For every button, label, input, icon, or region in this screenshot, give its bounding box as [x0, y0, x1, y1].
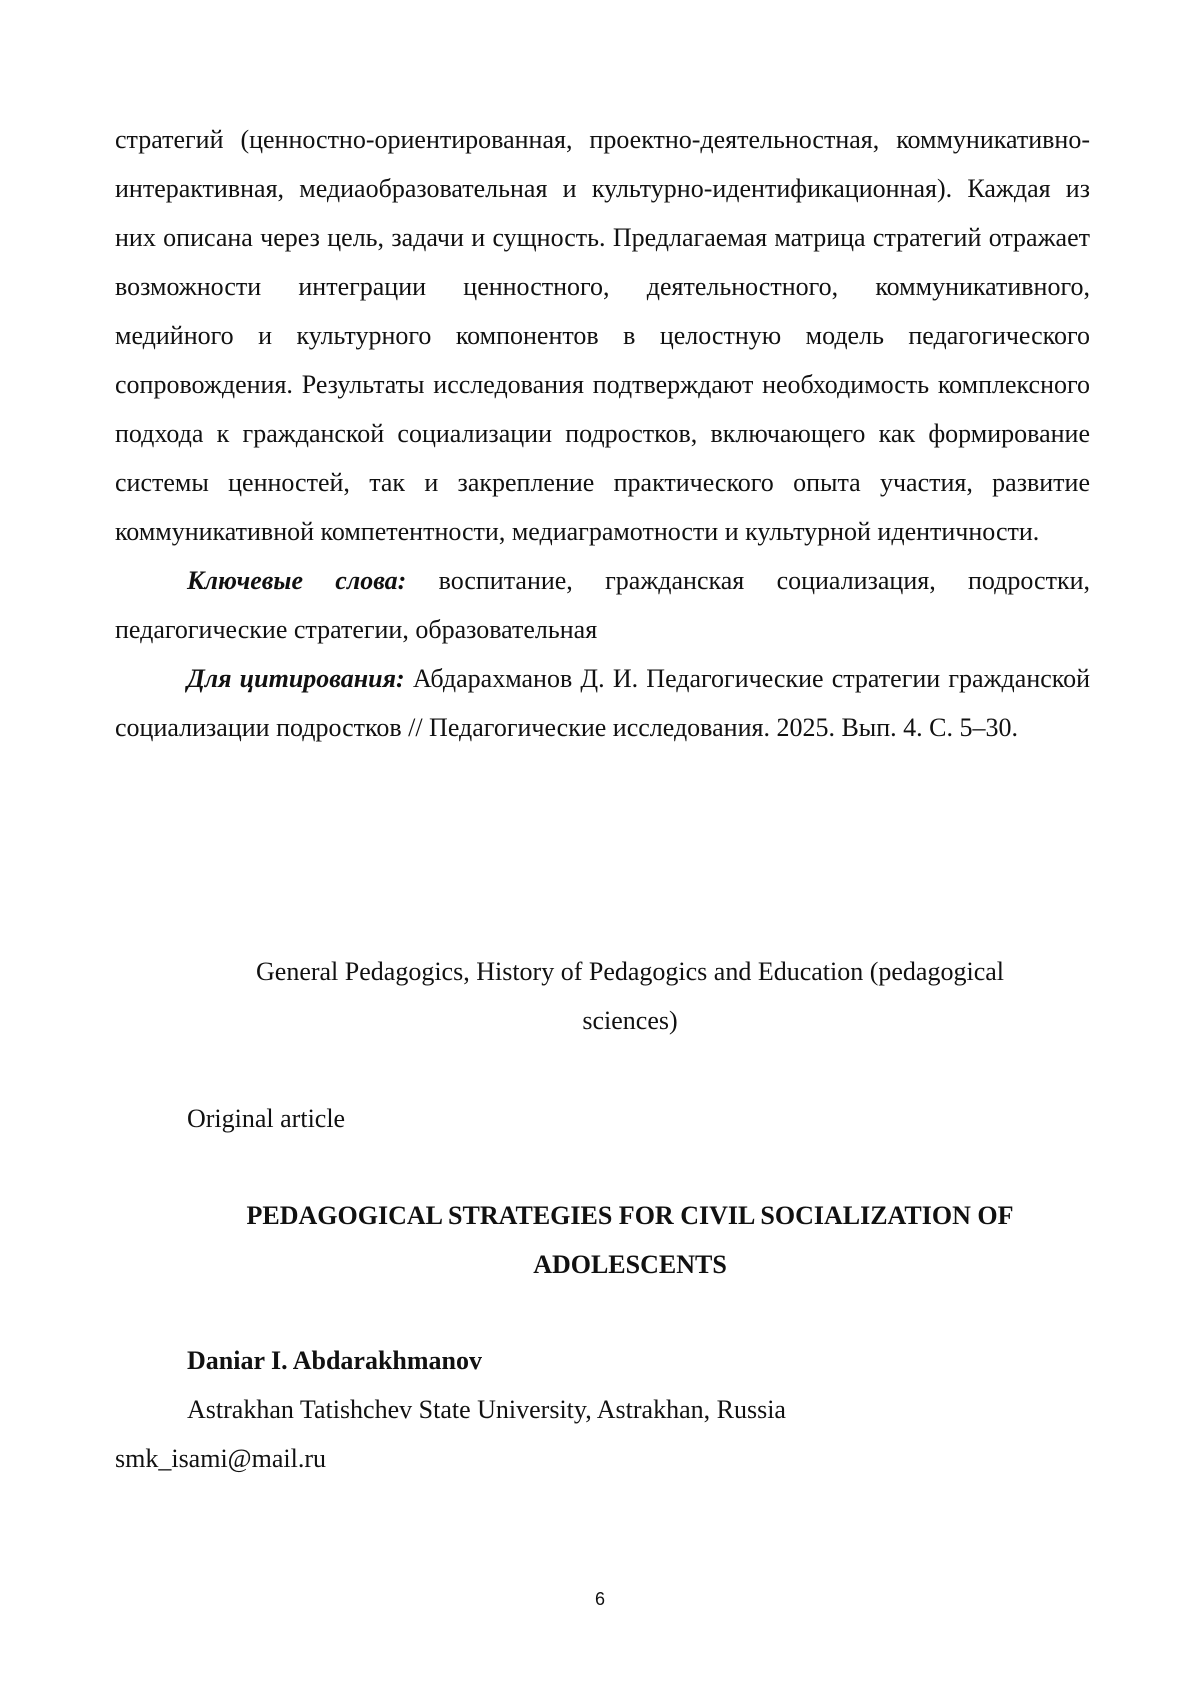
citation-paragraph: [115, 654, 1090, 752]
article-title: PEDAGOGICAL STRATEGIES FOR CIVIL SOCIALIZATION OF ADOLESCENTS: [246, 1201, 1014, 1279]
page-number: 6: [594, 1589, 605, 1609]
article-type: Original article: [187, 1104, 346, 1133]
citation-label: Для цитирования:: [187, 664, 405, 693]
abstract-continuation: стратегий (ценностно-ориентированная, проектно-деятельностная, коммуникативно-интерактивная, медиаобразовательная и культурно-идентификационная). Каждая из них описана через цель, задачи и сущность. Предлагаемая матрица стратегий отражает возможности интеграции ценностного, деятельностного, коммуникативного, медийного и культурного компонентов в целостную модель педагогического сопровождения. Результаты исследования подтверждают необходимость комплексного подхода к гражданской социализации подростков, включающего как формирование системы ценностей, так и закрепление практического опыта участия, развитие коммуникативной компетентности, медиаграмотности и культурной идентичности.: [115, 125, 1090, 546]
keywords-text: воспитание, гражданская социализация, подростки, педагогические стратегии, образовательная: [115, 566, 1090, 644]
author-email[interactable]: smk_isami@mail.ru: [115, 1444, 326, 1473]
keywords-label: Ключевые слова:: [187, 566, 407, 595]
rubric-heading: General Pedagogics, History of Pedagogics and Education (pedagogical sciences): [256, 957, 1004, 1035]
russian-abstract-section: [115, 115, 1090, 752]
author-name: Daniar I. Abdarakhmanov: [187, 1346, 482, 1375]
citation-text: Абдарахманов Д. И. Педагогические стратегии гражданской социализации подростков // Педагогические исследования. 2025. Вып. 4. С. 5–30.: [115, 664, 1090, 742]
keywords-paragraph: [115, 556, 1090, 654]
author-affiliation: Astrakhan Tatishchev State University, Astrakhan, Russia: [187, 1395, 786, 1424]
